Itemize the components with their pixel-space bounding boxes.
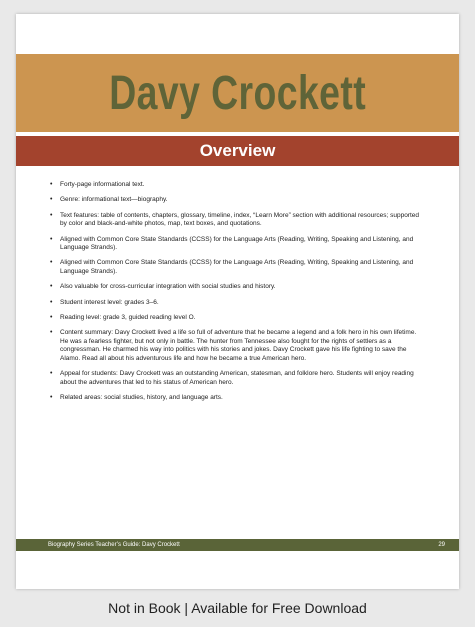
list-item-text: Aligned with Common Core State Standards (CCSS) for the Language Arts (Reading, Writing, Speaking and Listening, and Language Strands). — [60, 235, 414, 252]
list-item-text: Related areas: social studies, history, and language arts. — [60, 393, 223, 401]
bullet-icon: • — [50, 393, 53, 401]
list-item — [50, 196, 420, 204]
list-item-text: Appeal for students: Davy Crockett was an outstanding American, statesman, and folklore hero. Students will enjoy reading about the adventures that led to his status of American hero. — [60, 370, 414, 386]
bullet-icon: • — [50, 235, 53, 243]
list-item-text: Also valuable for cross-curricular integration with social studies and history. — [60, 283, 276, 291]
bullet-icon: • — [50, 329, 53, 337]
list-item-text: Text features: table of contents, chapters, glossary, timeline, index, “Learn More” section with additional resources; supported by color and black-and-white photos, map, text boxes, and quotations. — [60, 211, 420, 228]
list-item — [50, 212, 420, 229]
page-title: Davy Crockett — [109, 66, 366, 120]
bullet-icon: • — [50, 314, 53, 322]
section-heading: Overview — [199, 141, 276, 160]
list-item — [50, 259, 420, 276]
bullet-icon: • — [50, 370, 53, 378]
list-item-text: Genre: informational text—biography. — [60, 196, 168, 204]
list-item — [50, 314, 420, 322]
list-item-text: Student interest level: grades 3–6. — [60, 298, 159, 306]
list-item — [50, 299, 420, 307]
list-item-text: Forty-page informational text. — [60, 181, 145, 188]
bullet-icon: • — [50, 259, 53, 267]
bullet-icon: • — [50, 283, 53, 291]
title-banner — [16, 54, 459, 132]
bullet-icon: • — [50, 211, 53, 219]
download-caption: Not in Book | Available for Free Download — [108, 600, 367, 616]
document-page — [16, 14, 459, 589]
list-item — [50, 370, 420, 387]
list-item — [50, 329, 420, 363]
page-footer — [16, 539, 459, 551]
bullet-icon: • — [50, 196, 53, 204]
list-item-text: Content summary: Davy Crockett lived a life so full of adventure that he became a legend and a folk hero in his own lifetime. He was a fearless fighter, but not only in battle. The hunter from Tennessee also fought for the rights of settlers as a congressman. He charmed his way into politics with his stories and jokes. Davy Crockett gave his life fighting to save the Alamo. Read all about his adventurous life and how he became a true American hero. — [60, 329, 417, 362]
footer-page-number: 29 — [438, 542, 445, 548]
overview-bullet-list — [50, 181, 420, 409]
list-item-text: Aligned with Common Core State Standards (CCSS) for the Language Arts (Reading, Writing, Speaking and Listening, and Language Strands). — [60, 259, 414, 275]
list-item — [50, 394, 420, 402]
list-item — [50, 283, 420, 291]
bullet-icon: • — [50, 181, 53, 188]
bullet-icon: • — [50, 298, 53, 306]
section-banner — [16, 136, 459, 166]
list-item — [50, 236, 420, 253]
list-item-text: Reading level: grade 3, guided reading level O. — [60, 314, 196, 322]
footer-title: Biography Series Teacher’s Guide: Davy Crockett — [48, 542, 180, 548]
list-item — [50, 181, 420, 189]
